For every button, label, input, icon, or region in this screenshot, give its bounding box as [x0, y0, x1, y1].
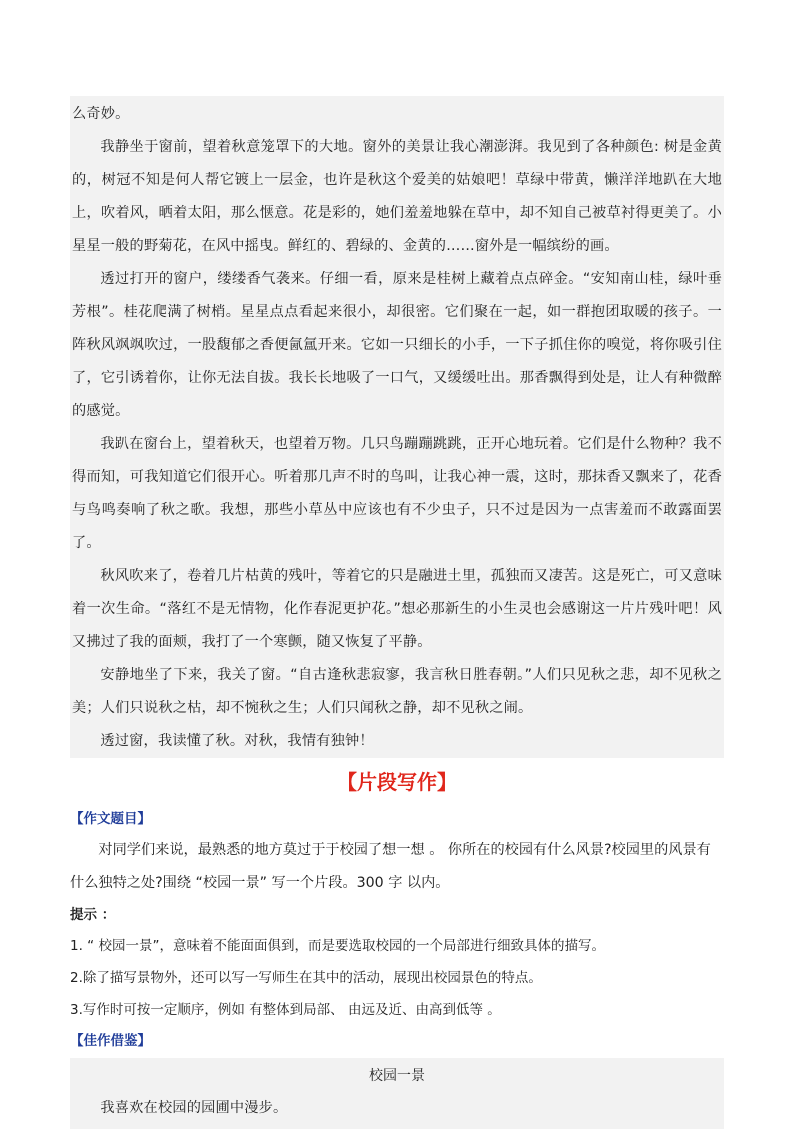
topic-text: 对同学们来说，最熟悉的地方莫过于于校园了想一想 。 你所在的校园有什么风景?校园里的风景有什么独特之处?围绕 “校园一景” 写一个片段。300 字 以内。	[70, 842, 711, 891]
passage-line-0: 么奇妙。	[72, 106, 130, 122]
passage-paragraph-5: 安静地坐了下来，我关了窗。“自古逢秋悲寂寥，我言秋日胜春朝。”人们只见秋之悲，却不见秋之美；人们只说秋之枯，却不惋秋之生；人们只闻秋之静，却不见秋之闹。	[72, 667, 722, 716]
passage-paragraph-6: 透过窗，我读懂了秋。对秋，我情有独钟！	[100, 733, 374, 749]
hint-label: 提示 ：	[70, 907, 116, 923]
hint-item-1: 1. “ 校园一景”，意味着不能面面俱到，而是要选取校园的一个局部进行细致具体的描写。	[70, 938, 605, 954]
section-title: 【片段写作】	[337, 770, 457, 794]
sample-first-line: 我喜欢在校园的园圃中漫步。	[100, 1100, 288, 1116]
document-page	[70, 0, 724, 1129]
passage-paragraph-1: 我静坐于窗前，望着秋意笼罩下的大地。窗外的美景让我心潮澎湃。我见到了各种颜色: 树是金黄的，树冠不知是何人帮它镀上一层金，也许是秋这个爱美的姑娘吧！草绿中带黄，懒洋洋地趴在大地上，吹着风，晒着太阳，那么惬意。花是彩的，她们羞羞地躲在草中，却不知自己被草衬得更美了。小星星一般的野菊花，在风中摇曳。鲜红的、碧绿的、金黄的……窗外是一幅缤纷的画。	[72, 139, 722, 254]
sample-essay	[70, 1058, 724, 1129]
passage-paragraph-4: 秋风吹来了，卷着几片枯黄的残叶，等着它的只是融进土里，孤独而又凄苦。这是死亡，可又意味着一次生命。“落红不是无情物，化作春泥更护花。”想必那新生的小生灵也会感谢这一片片残叶吧！风又拂过了我的面颊，我打了一个寒颤，随又恢复了平静。	[72, 568, 722, 650]
passage-paragraph-2: 透过打开的窗户，缕缕香气袭来。仔细一看，原来是桂树上藏着点点碎金。“安知南山桂，绿叶垂芳根”。桂花爬满了树梢。星星点点看起来很小，却很密。它们聚在一起，如一群抱团取暖的孩子。一阵秋风飒飒吹过，一股馥郁之香便氤氲开来。它如一只细长的小手，一下子抓住你的嗅觉，将你吸引住了，它引诱着你，让你无法自拔。我长长地吸了一口气，又缓缓吐出。那香飘得到处是，让人有种微醉的感觉。	[72, 271, 722, 419]
passage-paragraph-3: 我趴在窗台上，望着秋天，也望着万物。几只鸟蹦蹦跳跳，正开心地玩着。它们是什么物种？我不得而知，可我知道它们很开心。听着那几声不时的鸟叫，让我心神一震，这时，那抹香又飘来了，花香与鸟鸣奏响了秋之歌。我想，那些小草丛中应该也有不少虫子，只不过是因为一点害羞而不敢露面罢了。	[72, 436, 722, 551]
hint-item-3: 3.写作时可按一定顺序，例如 有整体到局部、 由远及近、由高到低等 。	[70, 1002, 501, 1018]
topic-label: 【作文题目】	[70, 811, 151, 827]
hint-item-2: 2.除了描写景物外，还可以写一写师生在其中的活动，展现出校园景色的特点。	[70, 970, 542, 986]
sample-title: 校园一景	[369, 1068, 425, 1084]
sample-label: 【佳作借鉴】	[70, 1033, 151, 1049]
essay-passage	[70, 96, 724, 758]
